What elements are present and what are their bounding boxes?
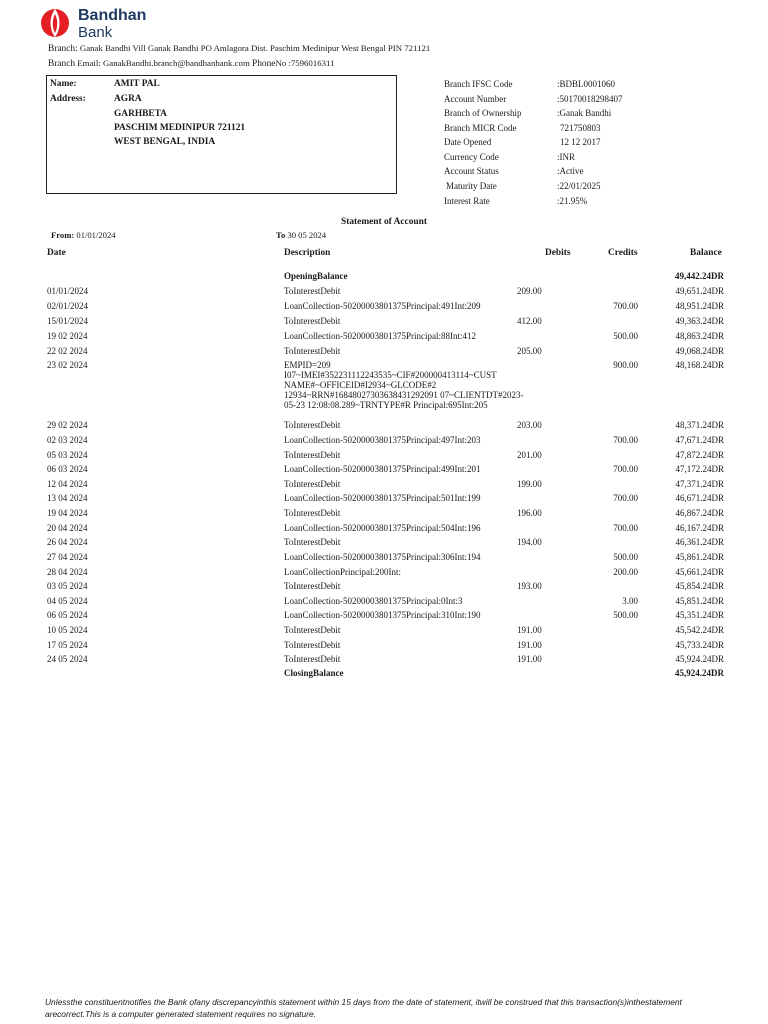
row-balance: 45,661.24DR — [675, 567, 724, 577]
statement-title: Statement of Account — [341, 217, 427, 227]
row-date: 28 04 2024 — [47, 567, 88, 577]
row-balance: 48,168.24DR — [675, 360, 724, 370]
table-row — [0, 331, 768, 345]
to-label: To — [276, 230, 286, 240]
bank-name-line1: Bandhan — [78, 7, 147, 24]
footer-disclaimer: Unlessthe constituentnotifies the Bank ofany discrepancyinthis statement within 15 days from the date of statement, itwill be construed that this transaction(s)inthestatement arecorrect.This is a computer generated statement requires no signature. — [45, 997, 682, 1019]
row-credit: 700.00 — [613, 523, 638, 533]
address-line: WEST BENGAL, INDIA — [114, 137, 216, 147]
row-balance: 47,671.24DR — [675, 435, 724, 445]
row-description: LoanCollection-50200003801375Principal:306Int:194 — [284, 552, 481, 562]
address-line: GARHBETA — [114, 109, 167, 119]
row-balance: 48,863.24DR — [675, 331, 724, 341]
closing-balance-row — [0, 668, 768, 682]
row-balance: 45,733.24DR — [675, 640, 724, 650]
info-label: Maturity Date — [446, 181, 497, 191]
row-date: 15/01/2024 — [47, 316, 89, 326]
table-row — [0, 654, 768, 668]
customer-name: AMIT PAL — [114, 79, 160, 89]
row-debit: 199.00 — [517, 479, 542, 489]
row-balance: 45,851.24DR — [675, 596, 724, 606]
row-debit: 203.00 — [517, 420, 542, 430]
row-date: 03 05 2024 — [47, 581, 88, 591]
row-debit: 201.00 — [517, 450, 542, 460]
row-description: ToInterestDebit — [284, 450, 341, 460]
table-row — [0, 286, 768, 300]
row-balance: 45,351.24DR — [675, 610, 724, 620]
row-description: ToInterestDebit — [284, 346, 341, 356]
row-description: ToInterestDebit — [284, 640, 341, 650]
col-header-description: Description — [284, 248, 331, 258]
opening-balance-row — [0, 271, 768, 285]
to-date: 30 05 2024 — [287, 230, 327, 240]
row-description: ToInterestDebit — [284, 316, 341, 326]
address-label: Address: — [50, 94, 86, 104]
row-date: 06 05 2024 — [47, 610, 88, 620]
info-label: Date Opened — [444, 137, 492, 147]
email-label: Email: — [77, 58, 101, 68]
bank-logo — [38, 5, 147, 43]
table-row — [0, 581, 768, 595]
name-label: Name: — [50, 79, 77, 89]
from-date: 01/01/2024 — [76, 230, 116, 240]
info-value: :BDBL0001060 — [557, 79, 616, 89]
row-date: 23 02 2024 — [47, 360, 88, 370]
row-balance: 47,371.24DR — [675, 479, 724, 489]
info-value: :50170018298407 — [557, 94, 623, 104]
row-description: LoanCollection-50200003801375Principal:501Int:199 — [284, 493, 481, 503]
row-date: 02 03 2024 — [47, 435, 88, 445]
opening-label: OpeningBalance — [284, 271, 348, 281]
table-row — [0, 537, 768, 551]
info-value: :22/01/2025 — [557, 181, 601, 191]
from-label: From: — [51, 230, 75, 240]
info-label: Account Status — [444, 166, 499, 176]
info-label: Branch IFSC Code — [444, 79, 513, 89]
row-description: ToInterestDebit — [284, 654, 341, 664]
row-description: ToInterestDebit — [284, 420, 341, 430]
row-description: ToInterestDebit — [284, 537, 341, 547]
row-balance: 49,651.24DR — [675, 286, 724, 296]
row-debit: 205.00 — [517, 346, 542, 356]
row-credit: 700.00 — [613, 301, 638, 311]
row-credit: 3.00 — [622, 596, 638, 606]
info-label: Account Number — [444, 94, 507, 104]
phone-label: Phone — [252, 59, 276, 69]
row-credit: 700.00 — [613, 464, 638, 474]
table-row — [0, 610, 768, 624]
row-date: 12 04 2024 — [47, 479, 88, 489]
row-description: EMPID=209 I07~IMEI#352231112243535~CIF#200000413114~CUST NAME#~OFFICEID#I2934~GLCODE#2 12934~RRN#16848027303638431292091 07~CLIENTDT#2023-05-23 12:08:08.289~TRNTYPE#R Principal:695Int:205 — [284, 360, 524, 410]
table-row — [0, 464, 768, 478]
row-debit: 196.00 — [517, 508, 542, 518]
branch-address: Ganak Bandhi Vill Ganak Bandhi PO Amlagora Dist. Paschim Medinipur West Bengal PIN 721121 — [79, 43, 431, 53]
row-debit: 191.00 — [517, 625, 542, 635]
branch-phone: No :7596016311 — [275, 58, 335, 68]
row-date: 17 05 2024 — [47, 640, 88, 650]
info-label: Interest Rate — [444, 196, 490, 206]
row-debit: 194.00 — [517, 537, 542, 547]
info-value: :Ganak Bandhi — [557, 108, 612, 118]
row-credit: 700.00 — [613, 435, 638, 445]
row-description: LoanCollection-50200003801375Principal:497Int:203 — [284, 435, 481, 445]
branch-label: Branch — [48, 59, 76, 69]
opening-balance: 49,442.24DR — [675, 271, 724, 281]
row-date: 24 05 2024 — [47, 654, 88, 664]
row-credit: 500.00 — [613, 331, 638, 341]
table-row — [0, 523, 768, 537]
table-row — [0, 450, 768, 464]
info-value: :Active — [557, 166, 584, 176]
row-date: 02/01/2024 — [47, 301, 89, 311]
row-date: 10 05 2024 — [47, 625, 88, 635]
period-to — [276, 230, 326, 240]
row-debit: 209.00 — [517, 286, 542, 296]
row-date: 19 04 2024 — [47, 508, 88, 518]
row-date: 05 03 2024 — [47, 450, 88, 460]
row-description: LoanCollection-50200003801375Principal:88Int:412 — [284, 331, 476, 341]
row-description: LoanCollection-50200003801375Principal:491Int:209 — [284, 301, 481, 311]
address-line: PASCHIM MEDINIPUR 721121 — [114, 123, 246, 133]
row-credit: 900.00 — [613, 360, 638, 370]
row-balance: 48,371.24DR — [675, 420, 724, 430]
table-row — [0, 640, 768, 654]
col-header-credits: Credits — [608, 248, 638, 258]
row-balance: 47,172.24DR — [675, 464, 724, 474]
customer-address-box — [46, 75, 397, 194]
table-row — [0, 435, 768, 449]
row-date: 20 04 2024 — [47, 523, 88, 533]
row-credit: 700.00 — [613, 493, 638, 503]
closing-balance: 45,924.24DR — [675, 668, 724, 678]
row-date: 01/01/2024 — [47, 286, 89, 296]
row-description: ToInterestDebit — [284, 479, 341, 489]
row-balance: 46,167.24DR — [675, 523, 724, 533]
row-description: LoanCollection-50200003801375Principal:499Int:201 — [284, 464, 481, 474]
info-label: Branch MICR Code — [444, 123, 517, 133]
info-label: Currency Code — [444, 152, 499, 162]
table-row — [0, 360, 768, 420]
row-date: 13 04 2024 — [47, 493, 88, 503]
row-balance: 49,068.24DR — [675, 346, 724, 356]
info-value: :INR — [557, 152, 575, 162]
row-date: 27 04 2024 — [47, 552, 88, 562]
row-date: 26 04 2024 — [47, 537, 88, 547]
row-date: 29 02 2024 — [47, 420, 88, 430]
closing-label: ClosingBalance — [284, 668, 344, 678]
row-balance: 45,861.24DR — [675, 552, 724, 562]
row-credit: 500.00 — [613, 552, 638, 562]
info-value: :21.95% — [557, 196, 588, 206]
row-balance: 47,872.24DR — [675, 450, 724, 460]
table-row — [0, 346, 768, 360]
row-description: LoanCollection-50200003801375Principal:0Int:3 — [284, 596, 463, 606]
row-balance: 49,363.24DR — [675, 316, 724, 326]
row-date: 22 02 2024 — [47, 346, 88, 356]
table-row — [0, 420, 768, 434]
table-row — [0, 625, 768, 639]
row-balance: 45,542.24DR — [675, 625, 724, 635]
table-row — [0, 567, 768, 581]
row-debit: 191.00 — [517, 640, 542, 650]
table-row — [0, 552, 768, 566]
bank-name-line2: Bank — [78, 24, 113, 41]
bandhan-logo-icon — [40, 5, 70, 41]
row-date: 06 03 2024 — [47, 464, 88, 474]
row-balance: 48,951.24DR — [675, 301, 724, 311]
row-description: ToInterestDebit — [284, 286, 341, 296]
row-description: ToInterestDebit — [284, 508, 341, 518]
branch-address-line — [48, 43, 430, 54]
col-header-debits: Debits — [545, 248, 571, 258]
info-value: 12 12 2017 — [560, 137, 601, 147]
row-balance: 46,867.24DR — [675, 508, 724, 518]
col-header-date: Date — [47, 248, 66, 258]
branch-contact-line — [48, 58, 335, 69]
table-row — [0, 596, 768, 610]
table-row — [0, 479, 768, 493]
table-row — [0, 493, 768, 507]
period-from — [51, 230, 116, 240]
row-description: LoanCollection-50200003801375Principal:310Int:190 — [284, 610, 481, 620]
row-date: 19 02 2024 — [47, 331, 88, 341]
row-balance: 45,854.24DR — [675, 581, 724, 591]
row-debit: 191.00 — [517, 654, 542, 664]
row-balance: 45,924.24DR — [675, 654, 724, 664]
branch-prefix: Branch: — [48, 44, 78, 54]
info-value: 721750803 — [560, 123, 601, 133]
branch-email: GanakBandhi.branch@bandhanbank.com — [102, 58, 250, 68]
table-row — [0, 316, 768, 330]
table-row — [0, 301, 768, 315]
row-date: 04 05 2024 — [47, 596, 88, 606]
row-description: ToInterestDebit — [284, 625, 341, 635]
address-line: AGRA — [114, 94, 142, 104]
row-debit: 412.00 — [517, 316, 542, 326]
table-row — [0, 508, 768, 522]
row-description: LoanCollection-50200003801375Principal:504Int:196 — [284, 523, 481, 533]
row-credit: 500.00 — [613, 610, 638, 620]
row-balance: 46,361.24DR — [675, 537, 724, 547]
row-description: LoanCollectionPrincipal:200Int: — [284, 567, 401, 577]
row-debit: 193.00 — [517, 581, 542, 591]
info-label: Branch of Ownership — [444, 108, 522, 118]
col-header-balance: Balance — [690, 248, 722, 258]
row-balance: 46,671.24DR — [675, 493, 724, 503]
row-credit: 200.00 — [613, 567, 638, 577]
row-description: ToInterestDebit — [284, 581, 341, 591]
